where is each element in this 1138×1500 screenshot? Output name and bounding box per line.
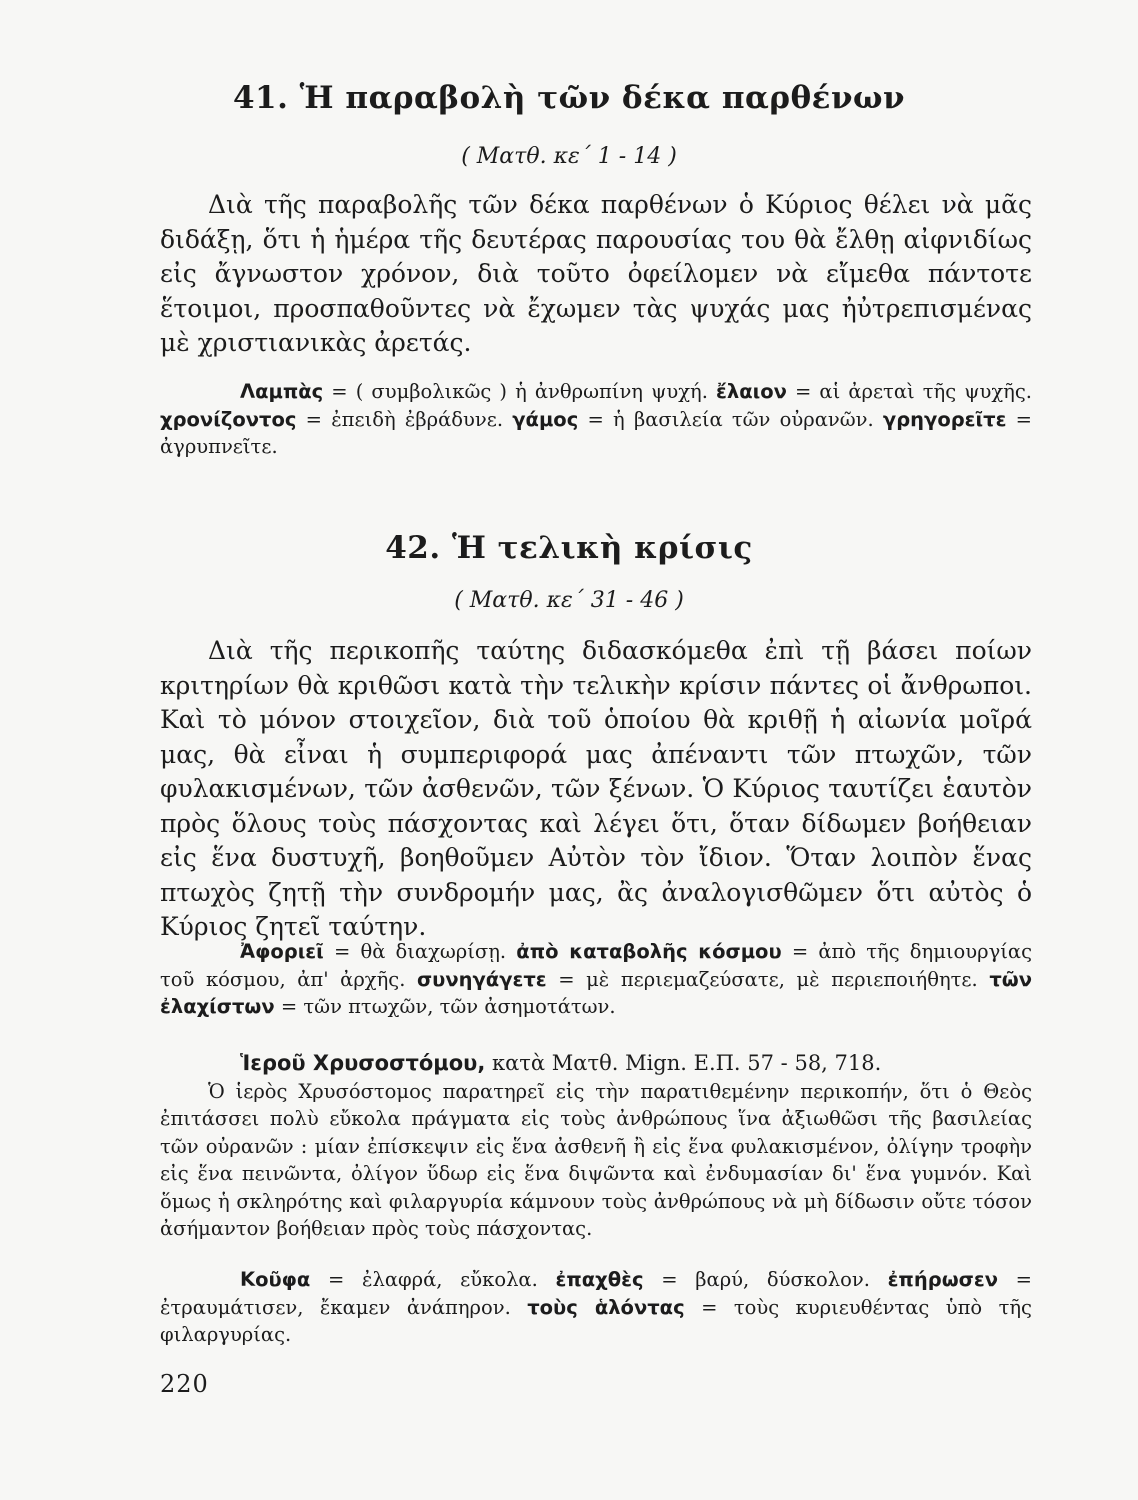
gloss-def: = ἀπὸ τῆς δημιουργίας τοῦ κόσμου, ἀπ' ἀρχῆς. (160, 940, 1032, 991)
chrysostom-note (160, 1050, 1032, 1243)
section-42-heading: 42. Ἡ τελικὴ κρίσις (385, 530, 753, 566)
section-41-reference: ( Ματθ. κε΄ 1 - 14 ) (461, 144, 677, 169)
gloss-term: ἀπὸ καταβολῆς κόσμου (516, 940, 782, 963)
section-41-body (160, 188, 1032, 361)
section-42-body (160, 634, 1032, 945)
gloss-def: = ἐτραυμάτισεν, ἔκαμεν ἀνάπηρον. (160, 1268, 1033, 1319)
gloss-def: = αἱ ἀρεταὶ τῆς ψυχῆς. (786, 380, 1032, 403)
chrysostom-source: κατὰ Ματθ. Mign. Ε.Π. 57 - 58, 718. (485, 1051, 882, 1075)
gloss-term: ἐπήρωσεν (887, 1268, 998, 1291)
gloss-term: τῶν ἐλαχίστων (160, 967, 1032, 1018)
section-42-glossary-2 (160, 1266, 1032, 1349)
gloss-term: χρονίζοντος (160, 407, 297, 431)
section-41-heading: 41. Ἡ παραβολὴ τῶν δέκα παρθένων (232, 80, 906, 116)
chrysostom-text: Ὁ ἱερὸς Χρυσόστομος παρατηρεῖ εἰς τὴν παρατιθεμένην περικοπήν, ὅτι ὁ Θεὸς ἐπιτάσσει πολὺ εὔκολα πράγματα εἰς τοὺς ἀνθρώπους ἵνα ἀξιωθῶσι τῆς βασιλείας τῶν οὐρανῶν : μίαν ἐπίσκεψιν εἰς ἕνα ἀσθενῆ ἢ εἰς ἕνα φυλακισμένον, ὀλίγην τροφὴν εἰς ἕνα πεινῶντα, ὀλίγον ὕδωρ εἰς ἕνα διψῶντα καὶ ἐνδυμασίαν δι' ἕνα γυμνόν. Καὶ ὅμως ἡ σκληρότης καὶ φιλαργυρία κάμνουν τοὺς ἀνθρώπους νὰ μὴ δίδωσιν οὔτε τόσον ἀσήμαντον βοήθειαν πρὸς τοὺς πάσχοντας. (160, 1079, 1032, 1240)
gloss-def: = ( συμβολικῶς ) ἡ ἀνθρωπίνη ψυχή. (323, 380, 717, 403)
gloss-def: = ἐλαφρά, εὔκολα. (310, 1268, 556, 1291)
gloss-term: γρηγορεῖτε (882, 407, 1007, 431)
section-42-glossary (160, 938, 1032, 1021)
gloss-term: ἐπαχθὲς (555, 1268, 644, 1291)
section-42-reference: ( Ματθ. κε΄ 31 - 46 ) (454, 588, 684, 613)
chrysostom-title: Ἱεροῦ Χρυσοστόμου, (240, 1051, 486, 1075)
section-42-paragraph: Διὰ τῆς περικοπῆς ταύτης διδασκόμεθα ἐπὶ τῇ βάσει ποίων κριτηρίων θὰ κριθῶσι κατὰ τὴν τελικὴν κρίσιν πάντες οἱ ἄνθρωποι. Καὶ τὸ μόνον στοιχεῖον, διὰ τοῦ ὁποίου θὰ κριθῇ ἡ αἰωνία μοῖρά μας, θὰ εἶναι ἡ συμπεριφορά μας ἀπέναντι τῶν πτωχῶν, τῶν φυλακισμένων, τῶν ἀσθενῶν, τῶν ξένων. Ὁ Κύριος ταυτίζει ἑαυτὸν πρὸς ὅλους τοὺς πάσχοντας καὶ λέγει ὅτι, ὅταν δίδωμεν βοήθειαν εἰς ἕνα δυστυχῆ, βοηθοῦμεν Αὐτὸν τὸν ἴδιον. Ὅταν λοιπὸν ἕνας πτωχὸς ζητῇ τὴν συνδρομήν μας, ἂς ἀναλογισθῶμεν ὅτι αὐτὸς ὁ Κύριος ζητεῖ ταύτην. (160, 636, 1032, 941)
gloss-def: = ἀγρυπνεῖτε. (160, 407, 1033, 458)
gloss-def: = τῶν πτωχῶν, τῶν ἀσημοτάτων. (274, 995, 616, 1018)
gloss-def: = ἡ βασιλεία τῶν οὐρανῶν. (578, 407, 883, 431)
section-41-paragraph: Διὰ τῆς παραβολῆς τῶν δέκα παρθένων ὁ Κύριος θέλει νὰ μᾶς διδάξῃ, ὅτι ἡ ἡμέρα τῆς δευτέρας παρουσίας του θὰ ἔλθῃ αἰφνιδίως εἰς ἄγνωστον χρόνον, διὰ τοῦτο ὀφείλομεν νὰ εἴμεθα πάντοτε ἕτοιμοι, προσπαθοῦντες νὰ ἔχωμεν τὰς ψυχάς μας ἠὐτρεπισμένας μὲ χριστιανικὰς ἀρετάς. (160, 190, 1032, 357)
gloss-term: Λαμπὰς (240, 380, 324, 403)
gloss-def: = ἐπειδὴ ἐβράδυνε. (296, 407, 513, 431)
page-number: 220 (160, 1370, 209, 1398)
gloss-def: = θὰ διαχωρίσῃ. (323, 940, 517, 963)
gloss-term: συνηγάγετε (417, 967, 547, 991)
gloss-term: τοὺς ἁλόντας (527, 1295, 685, 1319)
section-41-glossary (160, 378, 1032, 461)
gloss-def: = μὲ περιεμαζεύσατε, μὲ περιεποιήθητε. (546, 967, 990, 991)
gloss-term: Κοῦφα (240, 1268, 311, 1291)
gloss-def: = τοὺς κυριευθέντας ὑπὸ τῆς φιλαργυρίας. (160, 1295, 1032, 1346)
gloss-term: ἔλαιον (716, 380, 787, 403)
gloss-def: = βαρύ, δύσκολον. (643, 1268, 888, 1291)
gloss-term: γάμος (512, 407, 579, 431)
gloss-term: Ἀφοριεῖ (240, 940, 324, 963)
